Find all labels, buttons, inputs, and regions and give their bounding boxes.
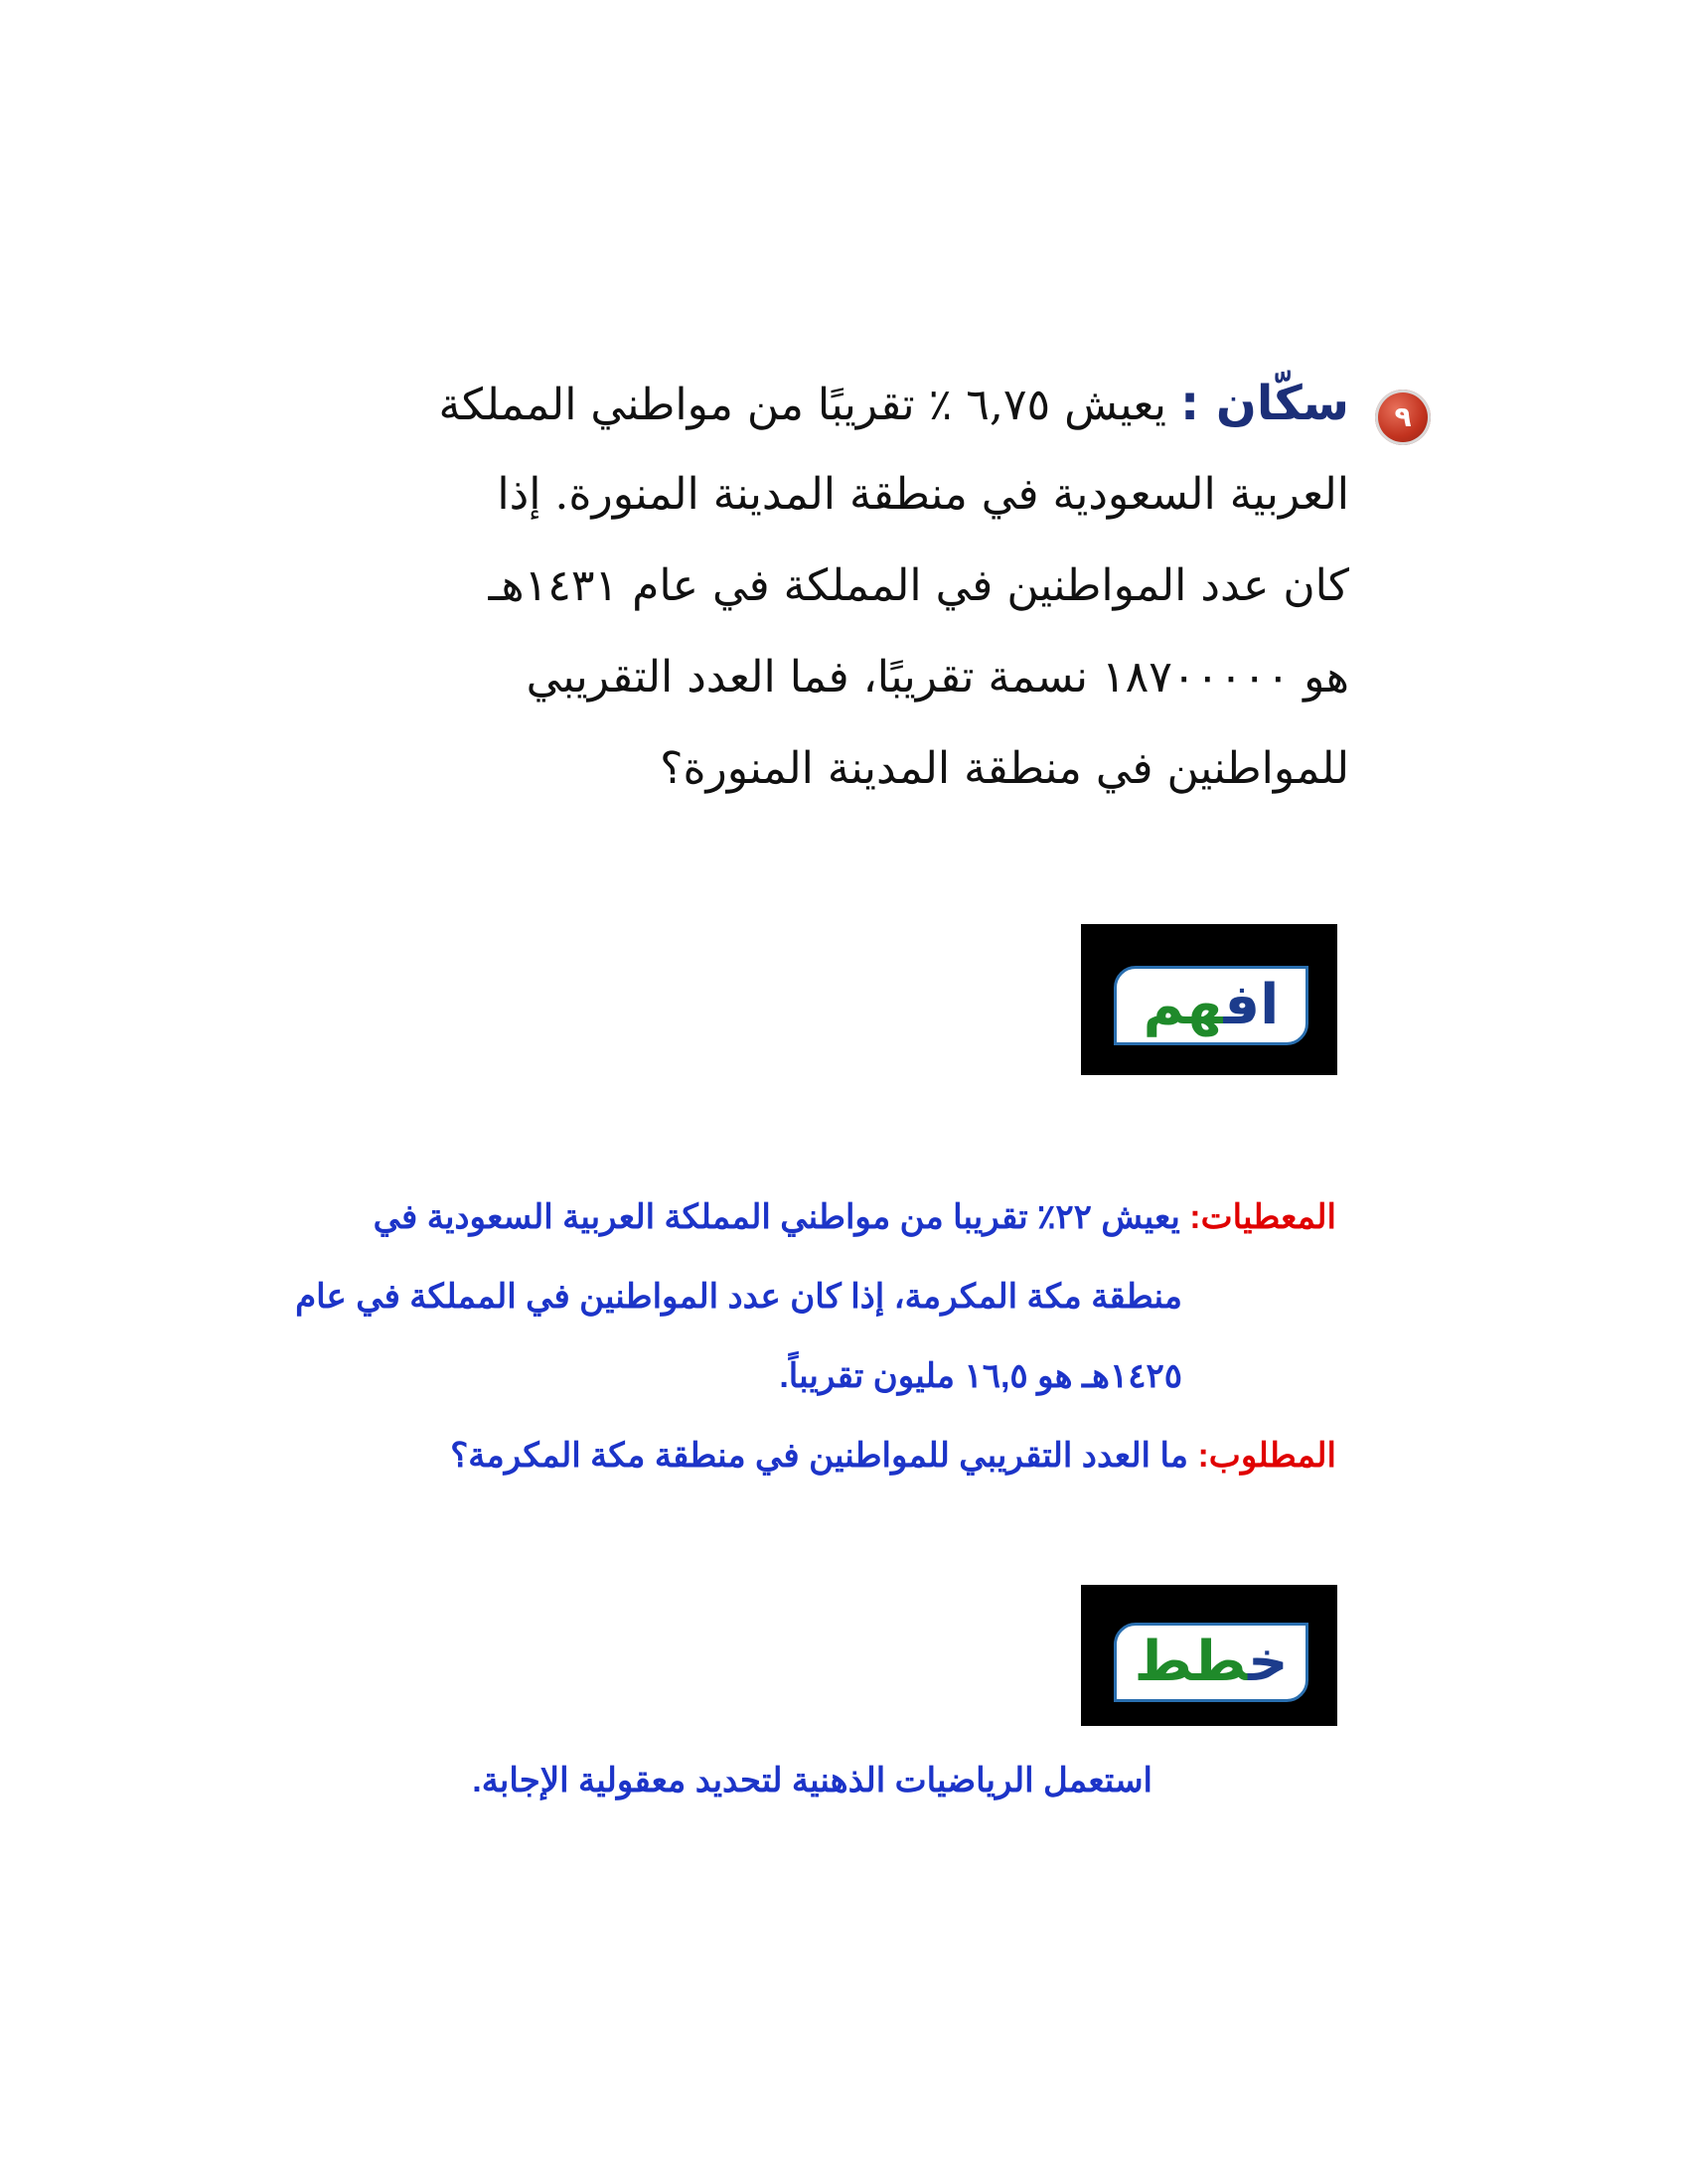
given-text: يعيش ٢٢٪ تقريبا من مواطني المملكة العربية السعودية في xyxy=(373,1198,1180,1236)
problem-line-2 xyxy=(417,449,1441,541)
given-label: المعطيات: xyxy=(1189,1198,1336,1236)
understand-badge-part1: اف xyxy=(1223,973,1280,1037)
required-text: ما العدد التقريبي للمواطنين في منطقة مكة المكرمة؟ xyxy=(450,1437,1189,1475)
understand-badge-part2: هم xyxy=(1143,973,1224,1037)
problem-text-line: كان عدد المواطنين في المملكة في عام ١٤٣١هـ xyxy=(488,560,1349,611)
understand-section-badge xyxy=(1081,924,1337,1075)
given-line-1 xyxy=(238,1177,1336,1257)
problem-text-line: يعيش ٦,٧٥ ٪ تقريبًا من مواطني المملكة xyxy=(438,380,1166,430)
plan-badge-part1: خ xyxy=(1248,1630,1289,1694)
plan-badge-part2: طط xyxy=(1134,1630,1249,1694)
problem-keyword: سكّان : xyxy=(1179,376,1349,431)
required-label: المطلوب: xyxy=(1197,1437,1336,1475)
required-line xyxy=(238,1416,1336,1495)
analysis-block xyxy=(238,1177,1336,1495)
problem-line-1 xyxy=(417,358,1441,449)
problem-text-line: للمواطنين في منطقة المدينة المنورة؟ xyxy=(660,743,1349,794)
problem-block xyxy=(417,358,1441,815)
problem-number-badge: ٩ xyxy=(1375,390,1431,445)
given-text: ١٤٢٥هـ هو ١٦,٥ مليون تقريباً. xyxy=(779,1357,1182,1395)
problem-text-line: العربية السعودية في منطقة المدينة المنورة. إذا xyxy=(497,469,1349,520)
plan-badge-label xyxy=(1114,1623,1308,1702)
problem-line-5 xyxy=(417,723,1441,815)
plan-section-badge xyxy=(1081,1585,1337,1726)
given-line-3 xyxy=(238,1336,1336,1416)
plan-text: استعمل الرياضيات الذهنية لتحديد معقولية الإجابة. xyxy=(472,1762,1152,1799)
problem-line-3 xyxy=(417,541,1441,632)
understand-badge-label xyxy=(1114,966,1308,1045)
problem-line-4 xyxy=(417,632,1441,723)
problem-text-line: هو ١٨٧٠٠٠٠٠ نسمة تقريبًا، فما العدد التقريبي xyxy=(526,652,1349,702)
given-text: منطقة مكة المكرمة، إذا كان عدد المواطنين في المملكة في عام xyxy=(295,1278,1182,1316)
given-line-2 xyxy=(238,1257,1336,1336)
